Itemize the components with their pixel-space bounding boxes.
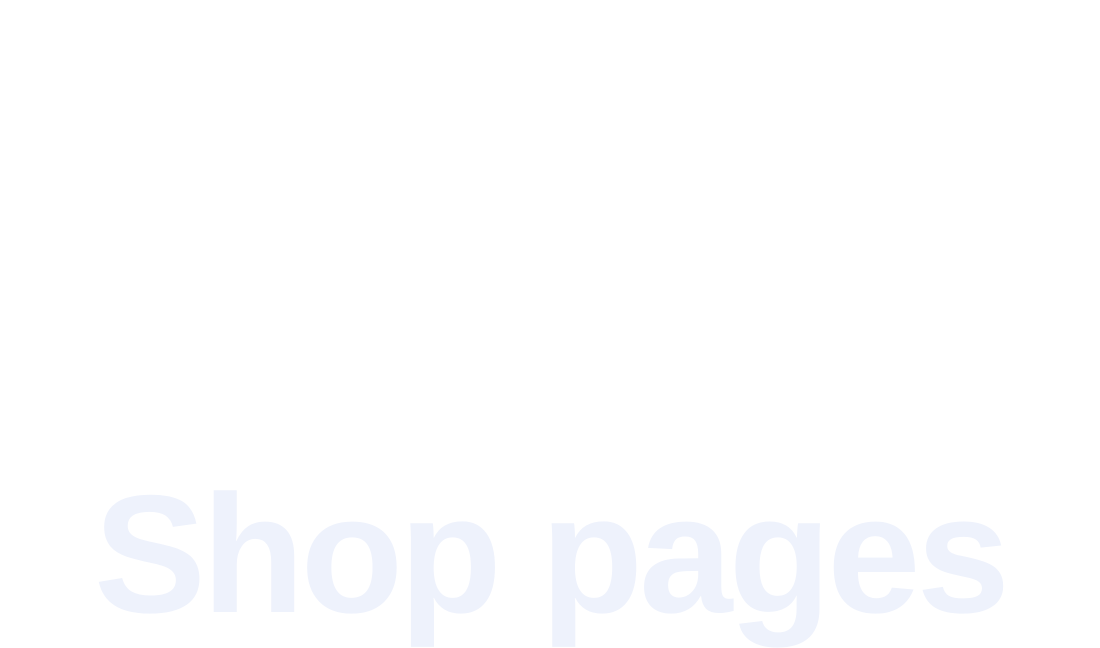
hero-watermark-heading: Shop pages (93, 460, 1007, 648)
